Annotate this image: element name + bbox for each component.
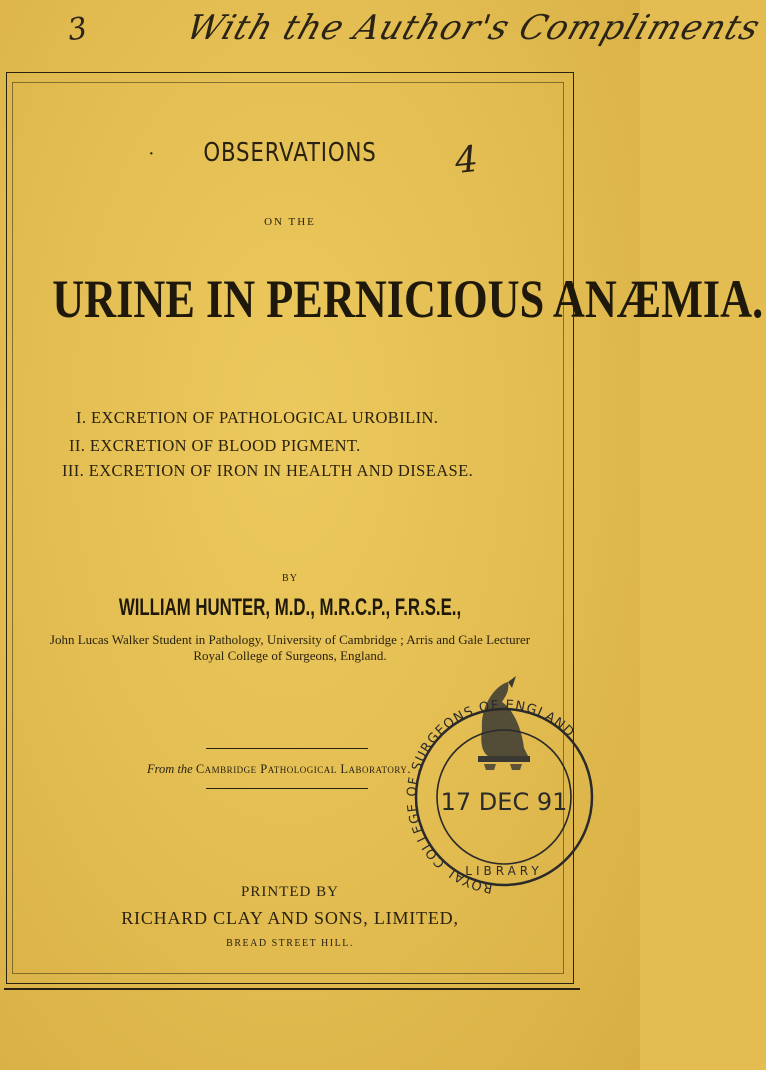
title-on-the: ON THE	[264, 216, 316, 228]
publisher-address: BREAD STREET HILL.	[226, 938, 354, 949]
contents-item-1	[76, 408, 438, 428]
handwritten-shelfmark: 3	[65, 10, 90, 49]
contents-number: I.	[76, 408, 87, 427]
contents-number: II.	[69, 436, 86, 455]
handwritten-number: 4	[452, 138, 480, 183]
contents-text: EXCRETION OF BLOOD PIGMENT.	[89, 436, 361, 455]
stamp-library-text: LIBRARY	[465, 864, 543, 878]
handwritten-inscription: With the Author's Compliments	[181, 8, 766, 48]
author-affiliation-line2: Royal College of Surgeons, England.	[193, 648, 387, 663]
printed-by: PRINTED BY	[241, 884, 339, 900]
by-label: BY	[282, 573, 298, 584]
author-affiliation-line1: John Lucas Walker Student in Pathology, University of Cambridge ; Arris and Gale Lecturer	[49, 632, 531, 647]
origin-laboratory: Cambridge Pathological Laboratory.	[195, 762, 411, 776]
stamp-date: 17 DEC 91	[440, 788, 568, 816]
contents-text: EXCRETION OF PATHOLOGICAL UROBILIN.	[90, 408, 439, 427]
publisher-name: RICHARD CLAY AND SONS, LIMITED,	[121, 908, 459, 928]
decorative-dot: ·	[148, 143, 155, 165]
divider-rule-top	[206, 748, 368, 749]
contents-number: III.	[62, 461, 85, 480]
divider-rule-bottom	[206, 788, 368, 789]
main-title: URINE IN PERNICIOUS ANÆMIA.	[52, 269, 764, 329]
contents-item-3	[62, 461, 473, 481]
contents-item-2	[69, 436, 361, 456]
bottom-rule	[4, 988, 580, 990]
pelican-crest-icon	[478, 676, 530, 770]
origin-line	[147, 762, 411, 777]
contents-text: EXCRETION OF IRON IN HEALTH AND DISEASE.	[88, 461, 474, 480]
title-observations: OBSERVATIONS	[203, 138, 377, 168]
author-name: WILLIAM HUNTER, M.D., M.R.C.P., F.R.S.E.,	[118, 594, 462, 621]
stamp-ring-text: ROYAL COLLEGE OF SURGEONS OF ENGLAND	[404, 697, 578, 896]
library-stamp	[404, 660, 604, 900]
origin-from: From the	[147, 762, 193, 776]
